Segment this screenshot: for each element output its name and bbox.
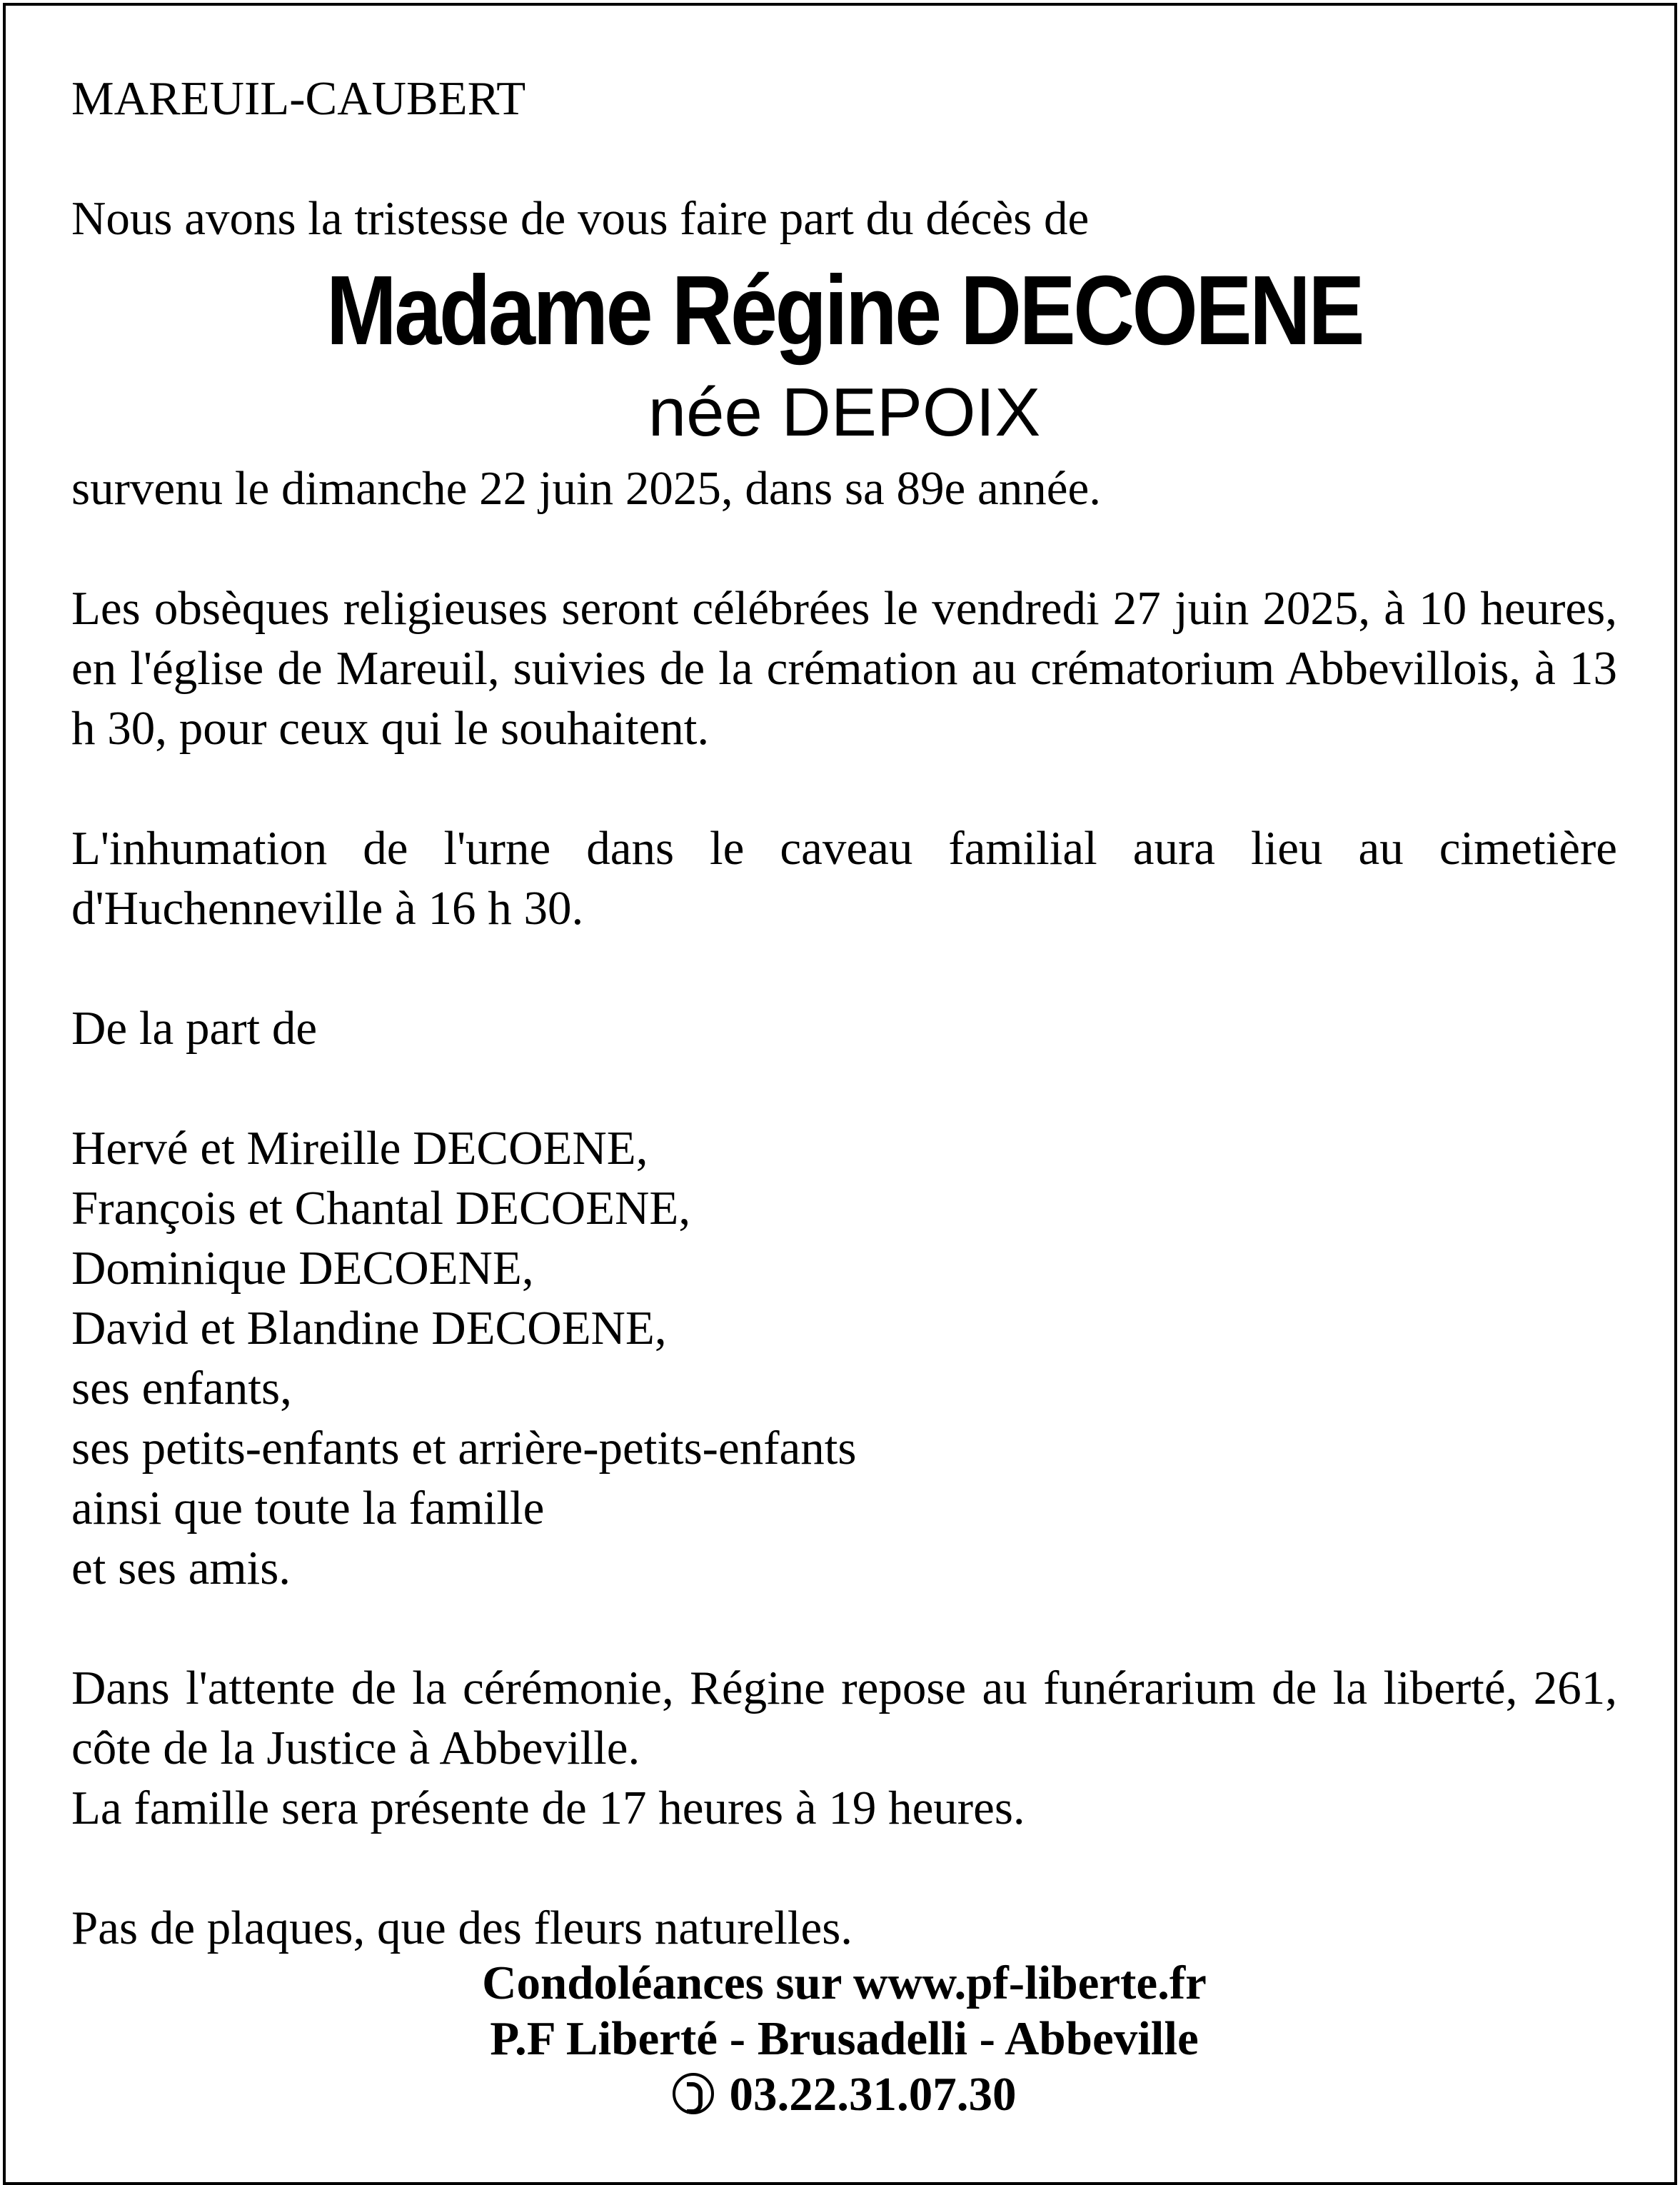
phone-number: 03.22.31.07.30 [729,2068,1017,2121]
family-line: et ses amis. [71,1542,291,1594]
condolences-line: Condoléances sur www.pf-liberte.fr [482,1957,1207,2009]
visitation-paragraph: Dans l'attente de la cérémonie, Régine repose au funérarium de la liberté, 261, côte de la Justice à Abbeville. [71,1662,1617,1774]
family-line: Hervé et Mireille DECOENE, [71,1122,648,1175]
ceremony-paragraph: Les obsèques religieuses seront célébrées le vendredi 27 juin 2025, à 10 heures, en l'église de Mareuil, suivies de la crémation au crématorium Abbevillois, à 13 h 30, pour ceux qui le souhaitent. [71,582,1617,755]
family-line: ainsi que toute la famille [71,1482,545,1534]
location-heading: MAREUIL-CAUBERT [71,72,526,125]
phone-line [71,2066,1617,2122]
phone-icon [673,2073,714,2114]
company-line: P.F Liberté - Brusadelli - Abbeville [490,2012,1199,2065]
death-date-line: survenu le dimanche 22 juin 2025, dans sa 89e année. [71,462,1101,515]
family-line: David et Blandine DECOENE, [71,1302,667,1355]
burial-paragraph: L'inhumation de l'urne dans le caveau familial aura lieu au cimetière d'Huchenneville à 16 h 30. [71,822,1617,935]
deceased-name: Madame Régine DECOENE [326,256,1363,366]
visitation-hours: La famille sera présente de 17 heures à 19 heures. [71,1782,1025,1834]
notice-content [71,69,1617,1958]
intro-text: Nous avons la tristesse de vous faire part du décès de [71,192,1090,245]
family-line: ses enfants, [71,1362,292,1415]
funeral-home-footer [71,1955,1617,2122]
family-intro: De la part de [71,1002,318,1055]
family-line: François et Chantal DECOENE, [71,1182,691,1235]
family-line: Dominique DECOENE, [71,1242,534,1295]
notice-frame [3,3,1677,2185]
flowers-note: Pas de plaques, que des fleurs naturelles. [71,1902,853,1954]
family-list [71,1118,1617,1598]
maiden-name: née DEPOIX [648,374,1041,451]
family-line: ses petits-enfants et arrière-petits-enfants [71,1422,857,1475]
